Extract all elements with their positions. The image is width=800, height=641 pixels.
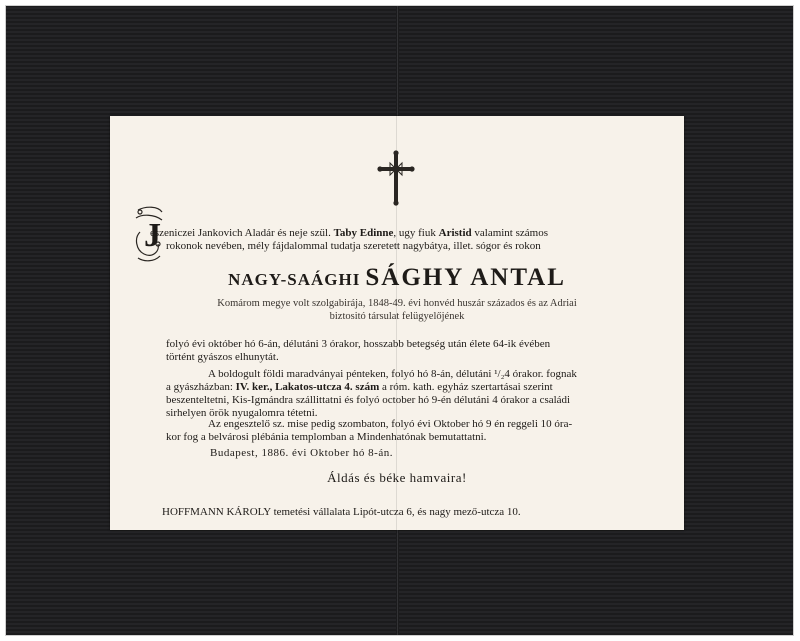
funeral-line-3: beszenteltetni, Kis-Igmándra szállittatni és folyó october hó 9-én délutáni 4 órakor a családi (166, 394, 571, 406)
deceased-title-line-1: Komárom megye volt szolgabirája, 1848-49. évi honvéd huszár százados és az Adriai (217, 298, 577, 309)
mass-line-1: Az engesztelő sz. mise pedig szombaton, folyó évi Oktober hó 9 én reggeli 10 órа- (208, 418, 573, 430)
death-line-1: folyó évi október hó 6-án, délutáni 3 órakor, hosszabb betegség után élete 64-ik évében (166, 338, 551, 350)
deceased-name: NAGY-SAÁGHI SÁGHY ANTAL (228, 264, 566, 291)
death-line-2: történt gyászos elhunytát. (166, 351, 279, 363)
undertaker-line: HOFFMANN KÁROLY temetési vállalata Lipót-utcza 6, és nagy mező-utcza 10. (162, 506, 521, 518)
mass-line-2: kor fog a belvárosi plébánia templomban a Mindenhatónak bemutattatni. (166, 431, 487, 443)
svg-text:J: J (144, 217, 161, 254)
opening-line-1: eszeniczei Jankovich Aladár és neje szül. Taby Edinne, ugy fiuk Aristid valamint számos (150, 227, 548, 239)
funeral-line-2: a gyászházban: IV. ker., Lakatos-utcza 4. szám a róm. kath. egyház szertartásai szerint (166, 381, 553, 393)
funeral-line-4: sirhelyen örök nyugalomra tétetni. (166, 407, 318, 419)
deceased-title-line-2: biztositó társulat felügyelőjének (329, 311, 465, 322)
place-date: Budapest, 1886. évi Oktober hó 8-án. (210, 447, 393, 459)
obituary-sheet (110, 116, 684, 530)
funeral-line-1: A boldogult földi maradványai pénteken, folyó hó 8-án, délutáni ¹/₂4 órakor. fognak (208, 368, 577, 380)
opening-line-2: rokonok nevében, mély fájdalommal tudatja szeretett nagybátya, illet. sógor és rokon (166, 240, 541, 252)
cross-icon (376, 150, 416, 206)
blessing-line: Áldás és béke hamvaira! (327, 470, 467, 485)
